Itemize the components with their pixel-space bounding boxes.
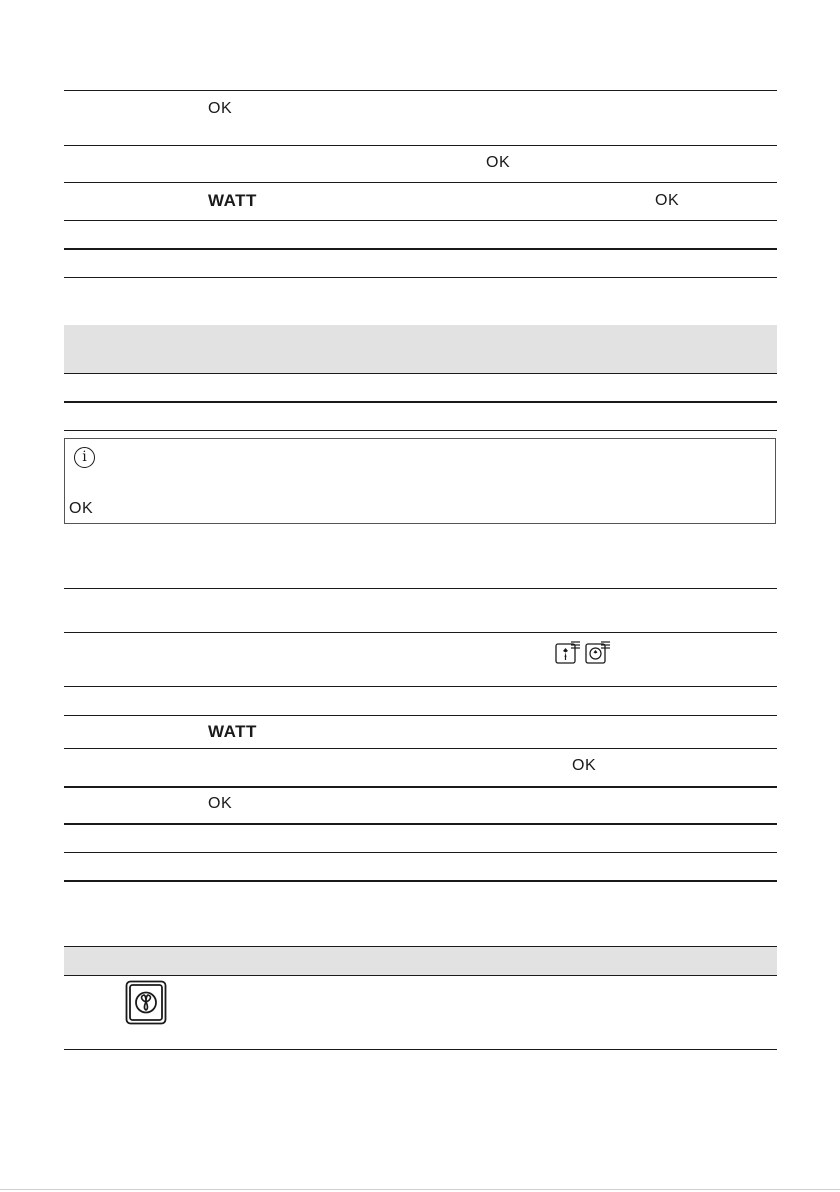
table-rule bbox=[64, 430, 777, 431]
ok-key-label: OK bbox=[208, 795, 233, 812]
table-rule bbox=[64, 90, 777, 91]
ok-key-label: OK bbox=[208, 100, 233, 117]
fan-icon bbox=[125, 980, 167, 1030]
info-icon: i bbox=[74, 447, 95, 468]
table-header bbox=[64, 325, 777, 373]
ok-key-label: OK bbox=[572, 757, 597, 774]
table-rule bbox=[64, 248, 777, 250]
info-note bbox=[64, 438, 776, 524]
table-rule bbox=[64, 880, 777, 882]
table-rule bbox=[64, 748, 777, 749]
table-rule bbox=[64, 632, 777, 633]
watt-key-label: WATT bbox=[208, 722, 257, 741]
table-rule bbox=[64, 145, 777, 146]
table-rule bbox=[64, 401, 777, 403]
page-bottom-edge bbox=[0, 1186, 840, 1192]
watt-key-label: WATT bbox=[208, 191, 257, 210]
table-rule bbox=[64, 823, 777, 825]
table-header bbox=[64, 947, 777, 975]
table-rule bbox=[64, 220, 777, 221]
ok-key-label: OK bbox=[655, 192, 680, 209]
table-rule bbox=[64, 852, 777, 853]
table-rule bbox=[64, 715, 777, 716]
steam-fan-circle-icon bbox=[585, 640, 611, 669]
table-rule bbox=[64, 182, 777, 183]
ok-key-label: OK bbox=[486, 154, 511, 171]
table-rule bbox=[64, 975, 777, 976]
table-rule bbox=[64, 277, 777, 278]
table-rule bbox=[64, 786, 777, 788]
table-rule bbox=[64, 373, 777, 374]
ok-key-label: OK bbox=[69, 500, 94, 517]
table-rule bbox=[64, 588, 777, 589]
table-rule bbox=[64, 1049, 777, 1050]
bottom-rule bbox=[0, 1189, 840, 1190]
steam-fan-icon bbox=[555, 640, 581, 669]
table-rule bbox=[64, 686, 777, 687]
